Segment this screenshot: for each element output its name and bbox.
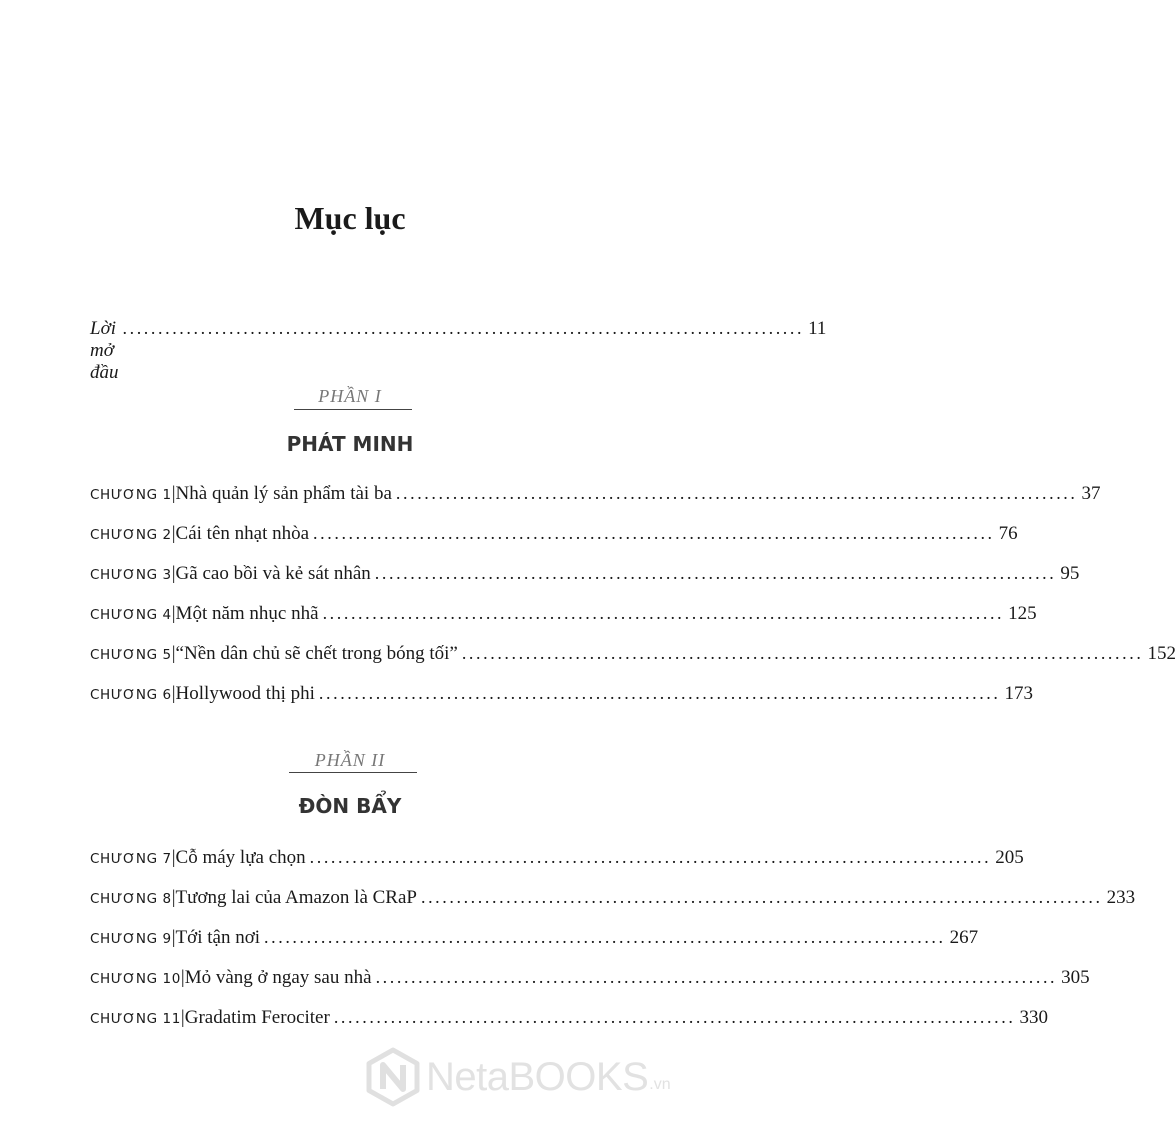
toc-chapter-row[interactable] bbox=[90, 683, 1033, 709]
page-number: 233 bbox=[1106, 887, 1136, 908]
page-number: 76 bbox=[998, 523, 1018, 544]
part-label: PHẦN I bbox=[318, 386, 382, 406]
chapter-title: Cái tên nhạt nhòa bbox=[175, 523, 310, 544]
leader-dots: ................................................................................................ bbox=[318, 683, 1001, 703]
chapter-title: “Nền dân chủ sẽ chết trong bóng tối” bbox=[175, 643, 458, 664]
toc-chapter-row[interactable] bbox=[90, 603, 1037, 629]
page-number: 95 bbox=[1060, 563, 1080, 584]
toc-intro-row[interactable] bbox=[90, 318, 827, 383]
page-number: 305 bbox=[1061, 967, 1090, 988]
chapter-title: Cỗ máy lựa chọn bbox=[175, 847, 306, 868]
page-number: 11 bbox=[808, 318, 827, 339]
watermark-brand: NetaBOOKS bbox=[426, 1054, 649, 1099]
leader-dots: ................................................................................................ bbox=[375, 967, 1058, 987]
leader-dots: ................................................................................................ bbox=[395, 483, 1078, 503]
separator: | bbox=[171, 523, 176, 544]
toc-chapter-row[interactable] bbox=[90, 847, 1024, 873]
chapter-label: CHƯƠNG 6 bbox=[90, 687, 172, 703]
toc-chapter-row[interactable] bbox=[90, 887, 1136, 913]
part-divider bbox=[289, 772, 417, 773]
toc-chapter-row[interactable] bbox=[90, 927, 979, 953]
intro-label: Lời mở đầu bbox=[90, 318, 119, 383]
page-title: Mục lục bbox=[294, 200, 406, 236]
page-number: 267 bbox=[949, 927, 979, 948]
toc-chapter-row[interactable] bbox=[90, 563, 1080, 589]
watermark-suffix: .vn bbox=[649, 1076, 671, 1093]
chapter-title: Mỏ vàng ở ngay sau nhà bbox=[184, 967, 372, 988]
toc-chapter-row[interactable] bbox=[90, 967, 1090, 993]
chapter-label: CHƯƠNG 7 bbox=[90, 851, 172, 867]
leader-dots: ................................................................................................ bbox=[322, 603, 1005, 623]
separator: | bbox=[180, 967, 185, 988]
leader-dots: ................................................................................................ bbox=[333, 1007, 1016, 1027]
part-divider bbox=[294, 409, 412, 410]
chapter-title: Một năm nhục nhã bbox=[175, 603, 319, 624]
separator: | bbox=[171, 603, 176, 624]
chapter-label: CHƯƠNG 11 bbox=[90, 1011, 181, 1027]
separator: | bbox=[171, 887, 176, 908]
chapter-label: CHƯƠNG 5 bbox=[90, 647, 172, 663]
chapter-label: CHƯƠNG 2 bbox=[90, 527, 172, 543]
chapter-label: CHƯƠNG 10 bbox=[90, 971, 181, 987]
leader-dots: ................................................................................................ bbox=[420, 887, 1103, 907]
chapter-title: Tương lai của Amazon là CRaP bbox=[175, 887, 417, 908]
page-number: 125 bbox=[1008, 603, 1037, 624]
chapter-label: CHƯƠNG 8 bbox=[90, 891, 172, 907]
leader-dots: ................................................................................................ bbox=[122, 318, 805, 338]
part-label: PHẦN II bbox=[314, 750, 386, 770]
page-number: 173 bbox=[1004, 683, 1033, 704]
page-number: 37 bbox=[1081, 483, 1101, 504]
chapter-label: CHƯƠNG 9 bbox=[90, 931, 172, 947]
toc-chapter-row[interactable] bbox=[90, 643, 1176, 669]
toc-chapter-row[interactable] bbox=[90, 1007, 1048, 1033]
leader-dots: ................................................................................................ bbox=[461, 643, 1144, 663]
chapter-label: CHƯƠNG 3 bbox=[90, 567, 172, 583]
separator: | bbox=[171, 563, 176, 584]
separator: | bbox=[171, 643, 176, 664]
page-number: 205 bbox=[995, 847, 1024, 868]
n-logo-icon bbox=[366, 1047, 420, 1107]
leader-dots: ................................................................................................ bbox=[374, 563, 1057, 583]
separator: | bbox=[171, 927, 176, 948]
watermark bbox=[366, 1044, 696, 1110]
page-number: 152 bbox=[1147, 643, 1176, 664]
chapter-title: Tới tận nơi bbox=[175, 927, 261, 948]
separator: | bbox=[180, 1007, 185, 1028]
chapter-label: CHƯƠNG 1 bbox=[90, 487, 172, 503]
chapter-title: Nhà quản lý sản phẩm tài ba bbox=[175, 483, 392, 504]
chapter-label: CHƯƠNG 4 bbox=[90, 607, 172, 623]
chapter-title: Hollywood thị phi bbox=[175, 683, 315, 704]
chapter-title: Gã cao bồi và kẻ sát nhân bbox=[175, 563, 371, 584]
part-title: ĐÒN BẨY bbox=[298, 794, 402, 818]
page-number: 330 bbox=[1019, 1007, 1048, 1028]
separator: | bbox=[171, 483, 176, 504]
separator: | bbox=[171, 847, 176, 868]
leader-dots: ................................................................................................ bbox=[313, 523, 995, 543]
separator: | bbox=[171, 683, 176, 704]
toc-chapter-row[interactable] bbox=[90, 523, 1018, 549]
leader-dots: ................................................................................................ bbox=[264, 927, 946, 947]
chapter-title: Gradatim Ferociter bbox=[184, 1007, 330, 1028]
part-title: PHÁT MINH bbox=[286, 432, 414, 456]
leader-dots: ................................................................................................ bbox=[309, 847, 992, 867]
toc-chapter-row[interactable] bbox=[90, 483, 1101, 509]
